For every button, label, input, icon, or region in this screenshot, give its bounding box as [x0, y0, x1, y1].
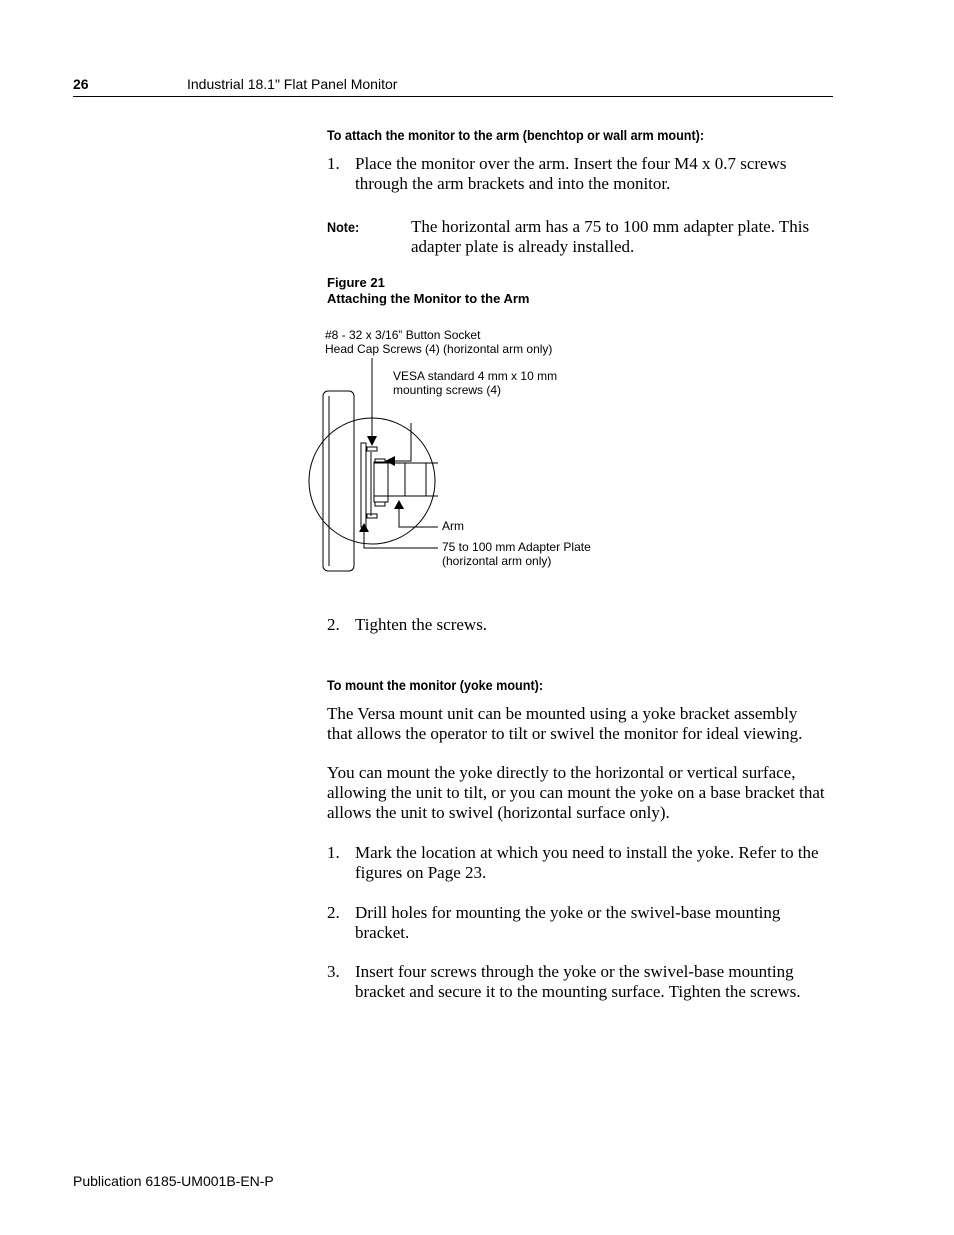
screw-bottom-left [367, 514, 377, 518]
label-line: VESA standard 4 mm x 10 mm [393, 369, 558, 383]
step-line: Place the monitor over the arm. Insert the four M4 x 0.7 screws [355, 154, 787, 173]
arrow-vesa-screws [385, 456, 395, 466]
paragraph-line: allows the unit to swivel (horizontal surface only). [327, 803, 670, 822]
figure-caption: Attaching the Monitor to the Arm [327, 291, 530, 306]
arrow-arm [394, 500, 404, 509]
paragraph-line: allowing the unit to tilt, or you can mount the yoke on a base bracket that [327, 783, 825, 802]
label-arm: Arm [442, 519, 464, 533]
step-line: Mark the location at which you need to install the yoke. Refer to the [355, 843, 819, 862]
label-line: #8 - 32 x 3/16” Button Socket [325, 328, 481, 342]
section-heading-yoke-mount: To mount the monitor (yoke mount): [327, 677, 544, 693]
note-label: Note: [327, 219, 360, 235]
paragraph [327, 763, 842, 823]
step-number: 1. [327, 154, 340, 173]
label-vesa-screws [393, 369, 557, 397]
step-number: 1. [327, 843, 340, 862]
publication-footer: Publication 6185-UM001B-EN-P [73, 1173, 274, 1189]
step-line: Drill holes for mounting the yoke or the swivel-base mounting [355, 903, 781, 922]
step-text: Tighten the screws. [355, 615, 488, 634]
step-line: bracket and secure it to the mounting surface. Tighten the screws. [355, 982, 801, 1001]
step-number: 2. [327, 903, 340, 922]
label-button-socket-screws [325, 328, 552, 356]
arrow-button-screws [367, 436, 377, 446]
paragraph [327, 704, 837, 744]
label-line: 75 to 100 mm Adapter Plate [442, 540, 591, 554]
leader-vesa-screws [392, 423, 411, 461]
label-line: mounting screws (4) [393, 383, 502, 397]
running-header-title: Industrial 18.1" Flat Panel Monitor [187, 76, 398, 92]
paragraph-line: You can mount the yoke directly to the horizontal or vertical surface, [327, 763, 796, 782]
step-text [355, 843, 833, 883]
step-text [355, 903, 833, 943]
step-number: 2. [327, 615, 340, 634]
label-line: Head Cap Screws (4) (horizontal arm only) [325, 342, 553, 356]
monitor-profile [323, 391, 354, 571]
adapter-plate [361, 443, 366, 527]
paragraph-line: that allows the operator to tilt or swivel the monitor for ideal viewing. [327, 724, 803, 743]
label-adapter-plate [442, 540, 591, 568]
step-text [355, 962, 833, 1002]
section-heading-arm-mount: To attach the monitor to the arm (benchtop or wall arm mount): [327, 127, 705, 143]
step-number: 3. [327, 962, 340, 981]
label-line: (horizontal arm only) [442, 554, 552, 568]
leader-adapter-plate [364, 528, 438, 548]
page-number: 26 [73, 76, 89, 92]
screw-top-left [367, 447, 377, 451]
step-line: bracket. [355, 923, 410, 942]
step-line: Insert four screws through the yoke or the swivel-base mounting [355, 962, 794, 981]
figure-number: Figure 21 [327, 275, 385, 290]
paragraph-line: The Versa mount unit can be mounted using a yoke bracket assembly [327, 704, 798, 723]
step-line: figures on Page 23. [355, 863, 487, 882]
step-line: through the arm brackets and into the monitor. [355, 174, 671, 193]
screw-bottom-right [375, 502, 385, 506]
note-line: The horizontal arm has a 75 to 100 mm adapter plate. This [411, 217, 810, 236]
note-line: adapter plate is already installed. [411, 237, 635, 256]
